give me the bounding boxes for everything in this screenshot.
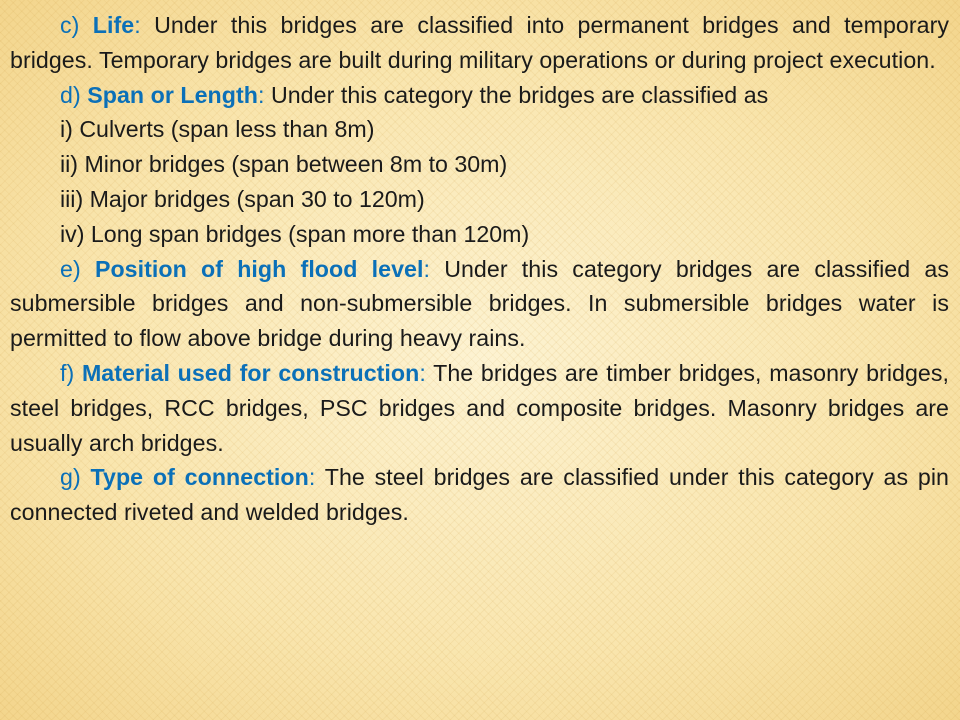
section-colon: : (134, 12, 141, 38)
section-span-or-length (10, 78, 949, 113)
section-colon: : (423, 255, 430, 282)
section-connection (10, 460, 949, 530)
section-term: Position of high flood level (94, 255, 424, 282)
section-marker: c) (60, 12, 80, 38)
section-colon: : (257, 81, 265, 108)
section-life (10, 8, 949, 78)
section-term: Life (92, 12, 135, 38)
section-text: The steel bridges are classified under this category as pin connected riveted and welded bridges. (10, 464, 949, 526)
section-text: Under this category bridges are classified as submersible bridges and non-submersible bridges. In submersible bridges water is permitted to flow above bridge during heavy rains. (10, 255, 949, 352)
section-high-flood-level (10, 252, 949, 356)
section-term: Material used for construction (81, 359, 420, 386)
list-item-minor-bridges: ii) Minor bridges (span between 8m to 30m) (60, 151, 508, 178)
section-colon: : (419, 359, 426, 386)
section-marker: e) (60, 255, 81, 282)
section-marker: g) (60, 464, 81, 491)
section-text: Under this bridges are classified into permanent bridges and temporary bridges. Temporary bridges are built during military operations or during project execution. (10, 12, 949, 73)
section-text: Under this category the bridges are classified as (264, 81, 769, 108)
list-item-long-span-bridges: iv) Long span bridges (span more than 120m) (60, 220, 530, 247)
list-item-culverts: i) Culverts (span less than 8m) (60, 116, 375, 143)
section-term: Span or Length (87, 81, 258, 108)
section-material (10, 356, 949, 460)
section-marker: d) (60, 81, 81, 108)
section-term: Type of connection (90, 464, 309, 491)
section-colon: : (308, 464, 316, 491)
section-text: The bridges are timber bridges, masonry bridges, steel bridges, RCC bridges, PSC bridges and composite bridges. Masonry bridges are usually arch bridges. (10, 359, 950, 456)
section-marker: f) (60, 359, 75, 386)
slide-body (10, 8, 949, 708)
list-item-major-bridges: iii) Major bridges (span 30 to 120m) (60, 185, 425, 212)
